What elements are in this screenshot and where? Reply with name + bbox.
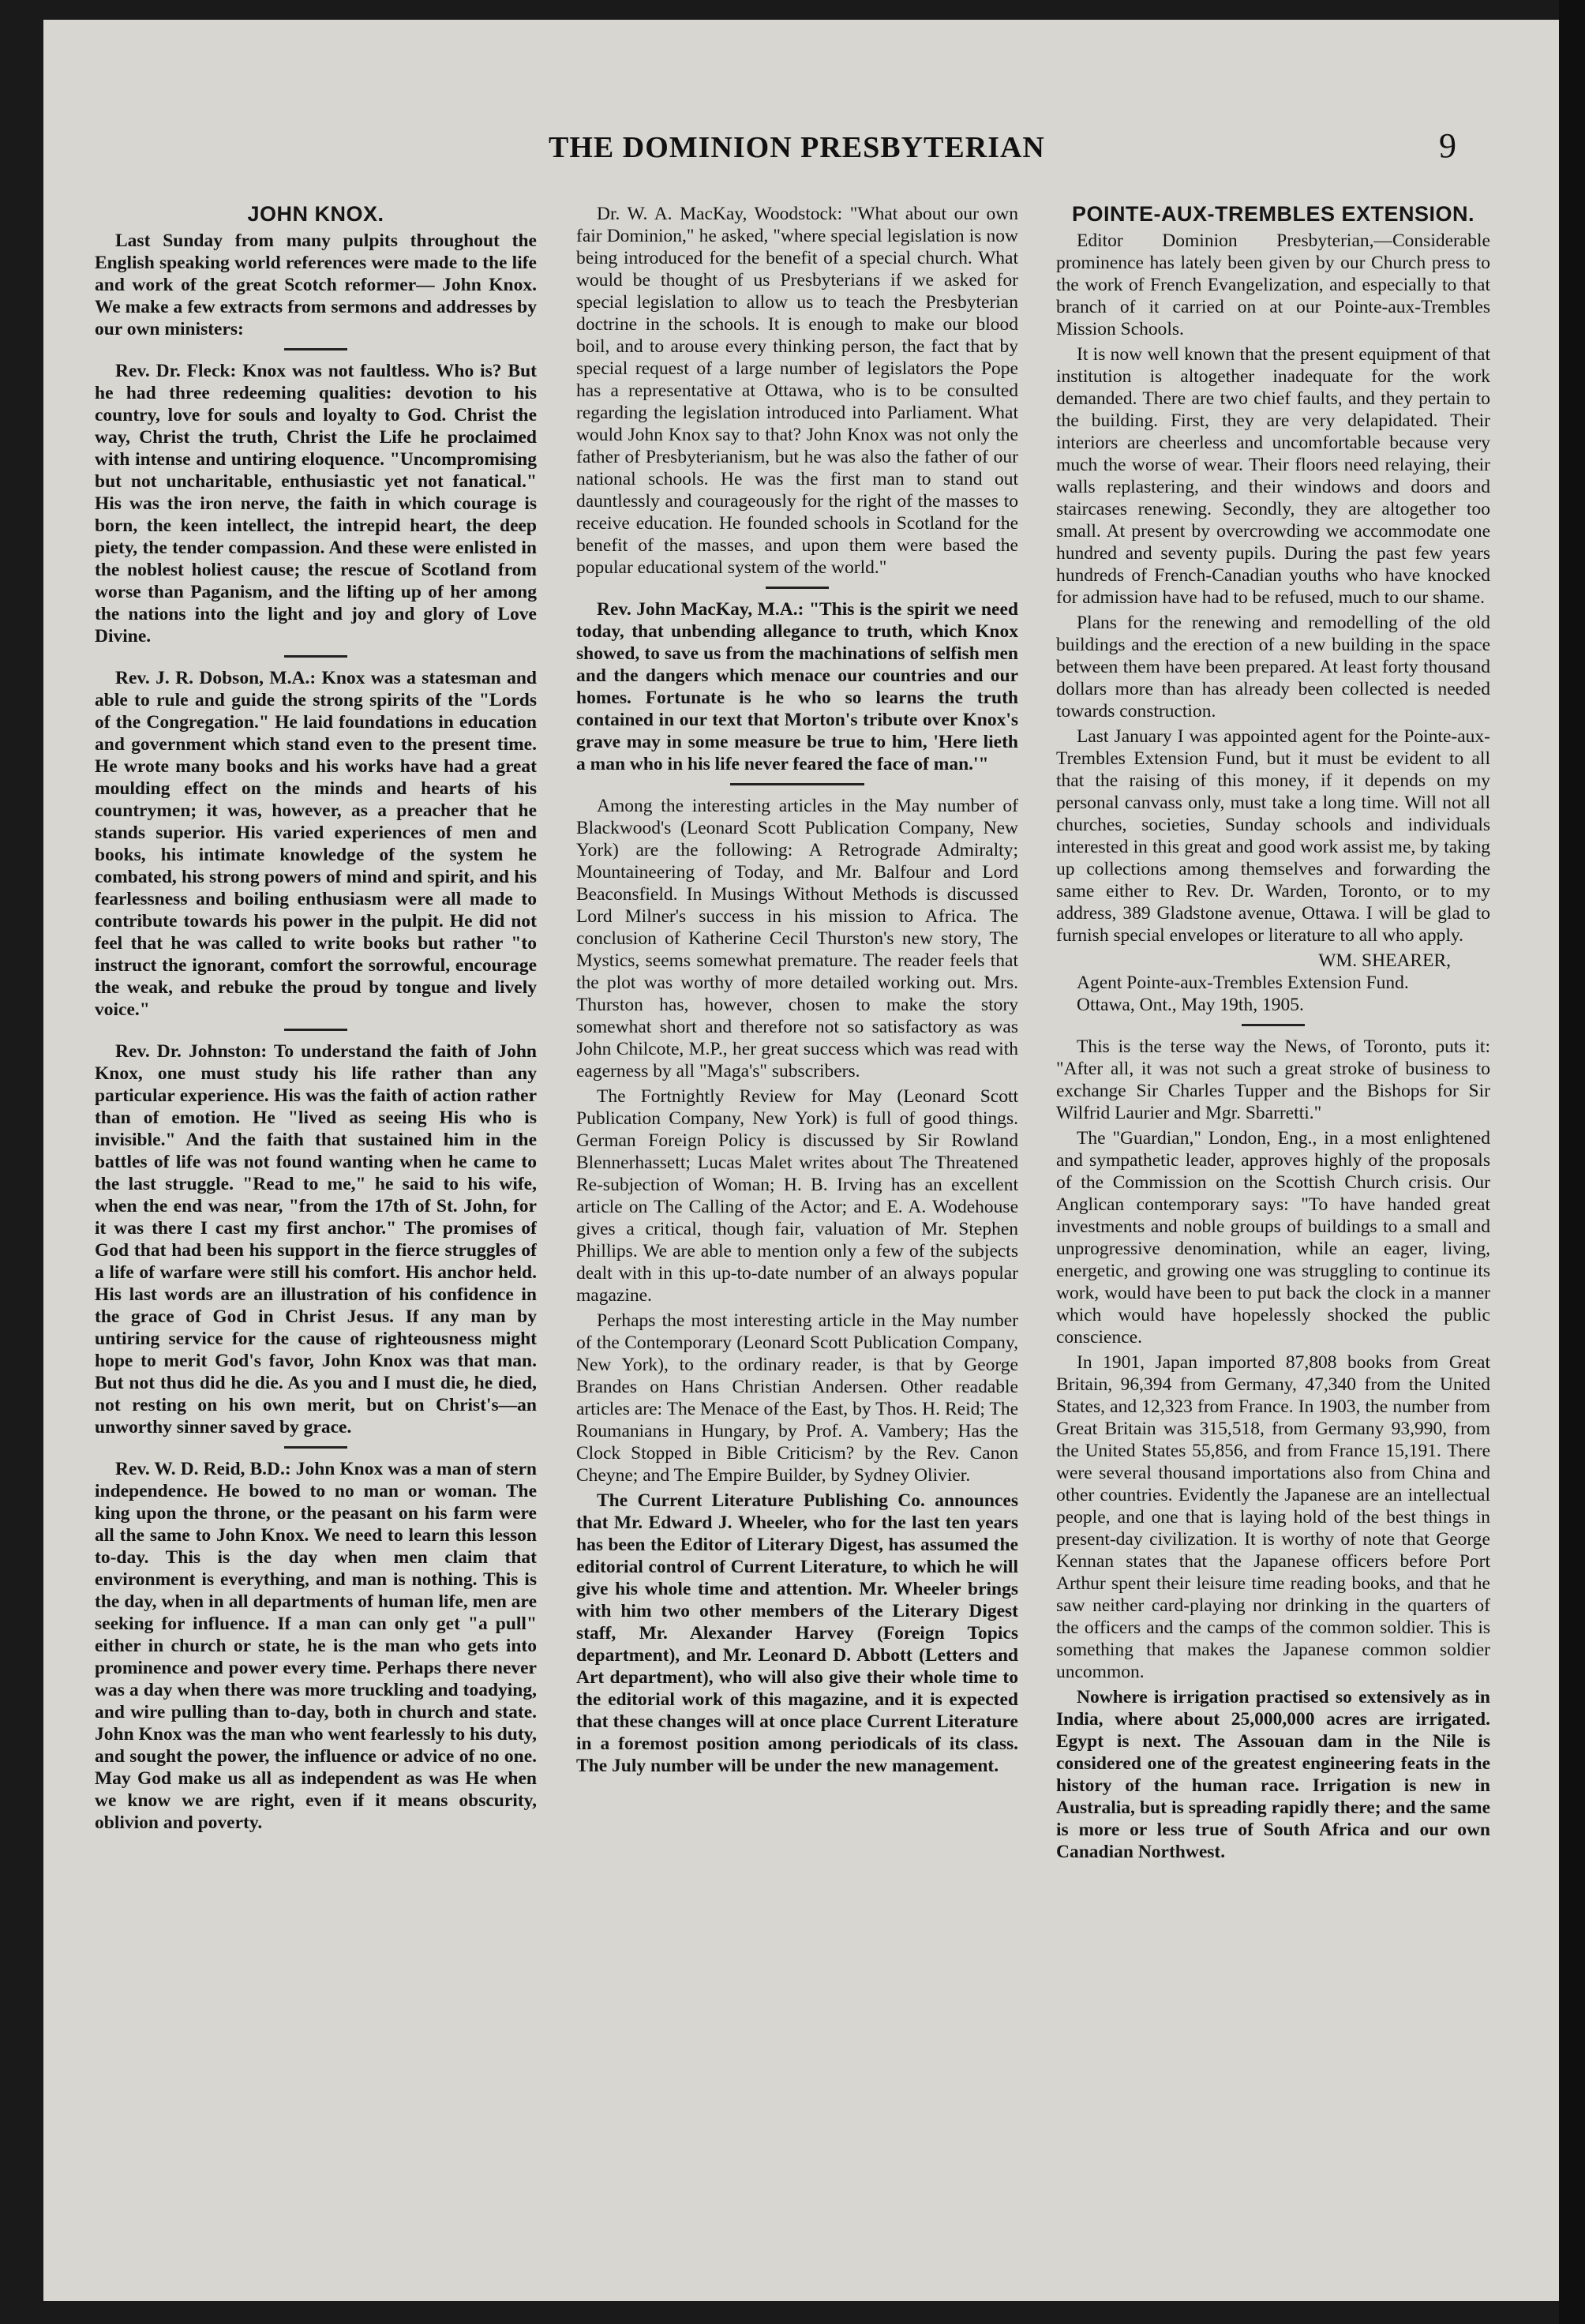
paragraph: Editor Dominion Presbyterian,—Considerable prominence has lately been given by our Church press to the work of French Evangelization, and especially to that branch of it carried on at our Pointe-aux-Trembles Mission Schools. — [1056, 231, 1490, 339]
paragraph: Dr. W. A. MacKay, Woodstock: "What about our own fair Dominion," he asked, "where special legislation is now being introduced for the benefit of a special church. What would be thought of us Presbyterians if we asked for special legislation to allow us to teach the Presbyterian doctrine in the schools. It is enough to make our blood boil, and to arouse every thinking person, the fact that by special request of a large number of legislators the Pope has a representative at Ottawa, who is to be consulted regarding the legislation introduced into Parliament. What would John Knox say to that? John Knox was not only the father of Presbyterianism, but he was also the father of our national schools. He was the first man to stand out dauntlessly and courageously for the right of the masses to receive education. He founded schools in Scotland for the benefit of the masses, and upon them were based the popular educational system of the world." — [576, 204, 1018, 578]
divider — [284, 1446, 347, 1449]
column-3 — [1056, 203, 1490, 2192]
paragraph: Rev. J. R. Dobson, M.A.: Knox was a statesman and able to rule and guide the strong spirits of the "Lords of the Congregation." He laid foundations in education and government which stand even to the present time. He wrote many books and his works have had a great moulding effect on the minds and hearts of his countrymen; it was, however, as a preacher that he stands superior. His varied experiences of men and books, his intimate knowledge of the system he combated, his strong powers of mind and spirit, and his fearlessness and boiling enthusiasm were all made to contribute towards his power in the pulpit. He did not feel that he was called to write books but rather "to instruct the ignorant, comfort the sorrowful, encourage the weak, and rebuke the proud by tongue and lively voice." — [95, 668, 537, 1020]
divider — [284, 655, 347, 658]
paragraph: Nowhere is irrigation practised so extensively as in India, where about 25,000,000 acres are irrigated. Egypt is next. The Assouan dam in the Nile is considered one of the greatest engineering feats in the history of the human race. Irrigation is new in Australia, but is spreading rapidly there; and the same is more or less true of South Africa and our own Canadian Northwest. — [1056, 1687, 1490, 1862]
paragraph: Rev. John MacKay, M.A.: "This is the spirit we need today, that unbending allegance to truth, which Knox showed, to save us from the machinations of selfish men and the dangers which menace our countries and our homes. Fortunate is he who so learns the truth contained in our text that Morton's tribute over Knox's grave may in some measure be true to him, 'Here lieth a man who in his life never feared the face of man.'" — [576, 599, 1018, 774]
masthead-title: THE DOMINION PRESBYTERIAN — [549, 131, 1045, 164]
paragraph: Perhaps the most interesting article in the May number of the Contemporary (Leonard Scott Publication Company, New York), to the ordinary reader, is that by George Brandes on Hans Christian Andersen. Other readable articles are: The Menace of the East, by Thos. H. Reid; The Roumanians in Hungary, by Prof. A. Vambery; Has the Clock Stopped in Bible Criticism? by the Rev. Canon Cheyne; and The Empire Builder, by Sydney Olivier. — [576, 1310, 1018, 1486]
signature-date: Ottawa, Ont., May 19th, 1905. — [1077, 995, 1304, 1015]
paragraph: It is now well known that the present equipment of that institution is altogether inadequate for the work demanded. There are two chief faults, and they pertain to the building. First, they are very delapidated. Their interiors are cheerless and uncomfortable because very much the worse of wear. Their floors need relaying, their walls replastering, and their windows and doors and staircases renewing. Secondly, they are altogether too small. At present by overcrowding we accommodate one hundred and seventy pupils. During the past few years hundreds of French-Canadian youths who have knocked for admission have had to be refused, much to our shame. — [1056, 344, 1490, 608]
paragraph: Rev. Dr. Fleck: Knox was not faultless. Who is? But he had three redeeming qualities: devotion to his country, love for souls and loyalty to God. Christ the way, Christ the truth, Christ the Life he proclaimed with intense and untiring eloquence. "Uncompromising but not uncharitable, enthusiastic yet not fanatical." His was the iron nerve, the faith in which courage is born, the keen intellect, the intrepid heart, the deep piety, the tender compassion. And these were enlisted in the noblest holiest cause; the rescue of Scotland from worse than Paganism, and the lifting up of her among the nations into the light and joy and glory of Love Divine. — [95, 361, 537, 647]
divider — [766, 587, 829, 589]
paragraph: The Fortnightly Review for May (Leonard Scott Publication Company, New York) is full of good things. German Foreign Policy is discussed by Sir Rowland Blennerhassett; Lucas Malet writes about The Threatened Re-subjection of Woman; H. B. Irving has an excellent article on The Calling of the Actor; and E. A. Wodehouse gives a critical, though fair, valuation of Mr. Stephen Phillips. We are able to mention only a few of the subjects dealt with in this up-to-date number of an always popular magazine. — [576, 1086, 1018, 1306]
paragraph: Plans for the renewing and remodelling of the old buildings and the erection of a new building in the space between them have been prepared. At least forty thousand dollars more than has already been collected is needed towards construction. — [1056, 613, 1490, 722]
divider — [284, 348, 347, 350]
signature-name: WM. SHEARER, — [1318, 950, 1451, 971]
paragraph: Last January I was appointed agent for the Pointe-aux-Trembles Extension Fund, but it must be evident to all that the raising of this money, if it depends on my personal canvass only, must take a long time. Will not all churches, societies, Sunday schools and individuals interested in this great and good work assist me, by taking up collections among themselves and forwarding the same either to Rev. Dr. Warden, Toronto, or to my address, 389 Gladstone avenue, Ottawa. I will be glad to furnish special envelopes or literature to all who apply. — [1056, 726, 1490, 946]
paragraph: Rev. Dr. Johnston: To understand the faith of John Knox, one must study his life rather than any particular experience. His was the faith of action rather than of emotion. He "lived as seeing His who is invisible." And the faith that sustained him in the battles of life was not found wanting when he came to the last struggle. "Read to me," he said to his wife, when the end was near, "from the 17th of St. John, for it was there I cast my first anchor." The promises of God that had been his support in the fierce struggles of a life of warfare were still his comfort. His anchor held. His last words are an illustration of his confidence in the grace of God in Christ Jesus. If any man by untiring service for the cause of righteousness might hope to merit God's favor, John Knox was that man. But not thus did he die. As you and I must die, he died, not resting on his own merit, but on Christ's—an unworthy sinner saved by grace. — [95, 1041, 537, 1438]
scan-edge — [1559, 0, 1585, 2324]
article-heading-pointe-aux-trembles: POINTE-AUX-TREMBLES EXTENSION. — [1071, 203, 1475, 226]
paragraph: Among the interesting articles in the May number of Blackwood's (Leonard Scott Publication Company, New York) are the following: A Retrograde Admiralty; Mountaineering of Today, and Mr. Balfour and Lord Beaconsfield. In Musings Without Methods is discussed Lord Milner's success in his mission to Africa. The conclusion of Katherine Cecil Thurston's new story, The Mystics, seems somewhat premature. The reader feels that the plot was worthy of more detailed working out. Mrs. Thurston has, however, chosen to make the story somewhat short and therefore not so satisfactory as was John Chilcote, M.P., her great success which was read with eagerness by all "Maga's" subscribers. — [576, 796, 1018, 1081]
divider — [284, 1029, 347, 1031]
page-number: 9 — [1439, 126, 1456, 165]
signature-title: Agent Pointe-aux-Trembles Extension Fund. — [1077, 973, 1409, 993]
article-heading-john-knox: JOHN KNOX. — [247, 203, 384, 226]
newspaper-page — [43, 20, 1559, 2301]
divider — [730, 783, 864, 785]
divider — [1242, 1024, 1305, 1026]
column-1 — [95, 203, 537, 2192]
page-header — [43, 126, 1559, 186]
paragraph: In 1901, Japan imported 87,808 books from Great Britain, 96,394 from Germany, 47,340 from the United States, and 12,323 from France. In 1903, the number from Great Britain was 315,518, from Germany 93,990, from the United States 55,856, and from France 15,191. There were several thousand importations also from China and other countries. Evidently the Japanese are an intellectual people, and one that is laying hold of the best things in present-day civilization. It is worthy of note that George Kennan states that the Japanese officers before Port Arthur spent their leisure time reading books, and that he saw neither card-playing nor drinking in the quarters of the officers and the camps of the common soldier. This is something that makes the Japanese common soldier uncommon. — [1056, 1352, 1490, 1682]
paragraph: This is the terse way the News, of Toronto, puts it: "After all, it was not such a great stroke of business to exchange Sir Charles Tupper and the Bishops for Sir Wilfrid Laurier and Mgr. Sbarretti." — [1056, 1036, 1490, 1123]
article-intro: Last Sunday from many pulpits throughout the English speaking world references were made to the life and work of the great Scotch reformer— John Knox. We make a few extracts from sermons and addresses by our own ministers: — [95, 231, 537, 339]
paragraph: Rev. W. D. Reid, B.D.: John Knox was a man of stern independence. He bowed to no man or woman. The king upon the throne, or the peasant on his farm were all the same to John Knox. We need to learn this lesson to-day. This is the day when men claim that environment is everything, and man is nothing. This is the day, when in all departments of human life, men are seeking for influence. If a man can only get "a pull" either in church or state, he is the man who gets into prominence and power every time. Perhaps there never was a day when there was more truckling and toadying, and wire pulling than to-day, both in church and state. John Knox was the man who went fearlessly to his duty, and sought the power, the influence or advice of no one. May God make us all as independent as was He when we know we are right, even if it means obscurity, oblivion and poverty. — [95, 1459, 537, 1833]
column-2 — [576, 203, 1018, 2192]
paragraph: The "Guardian," London, Eng., in a most enlightened and sympathetic leader, approves highly of the proposals of the Commission on the Scottish Church crisis. Our Anglican contemporary says: "To have handed great investments and noble groups of buildings to a small and unprogressive denomination, while an eager, living, energetic, and growing one was struggling to continue its work, would have been to put back the clock in a manner which would have hopelessly shocked the public conscience. — [1056, 1128, 1490, 1348]
paragraph: The Current Literature Publishing Co. announces that Mr. Edward J. Wheeler, who for the last ten years has been the Editor of Literary Digest, has assumed the editorial control of Current Literature, to which he will give his whole time and attention. Mr. Wheeler brings with him two other members of the Literary Digest staff, Mr. Alexander Harvey (Foreign Topics department), and Mr. Leonard D. Abbott (Letters and Art department), who will also give their whole time to the editorial work of this magazine, and it is expected that these changes will at once place Current Literature in a foremost position among periodicals of its class. The July number will be under the new management. — [576, 1490, 1018, 1776]
